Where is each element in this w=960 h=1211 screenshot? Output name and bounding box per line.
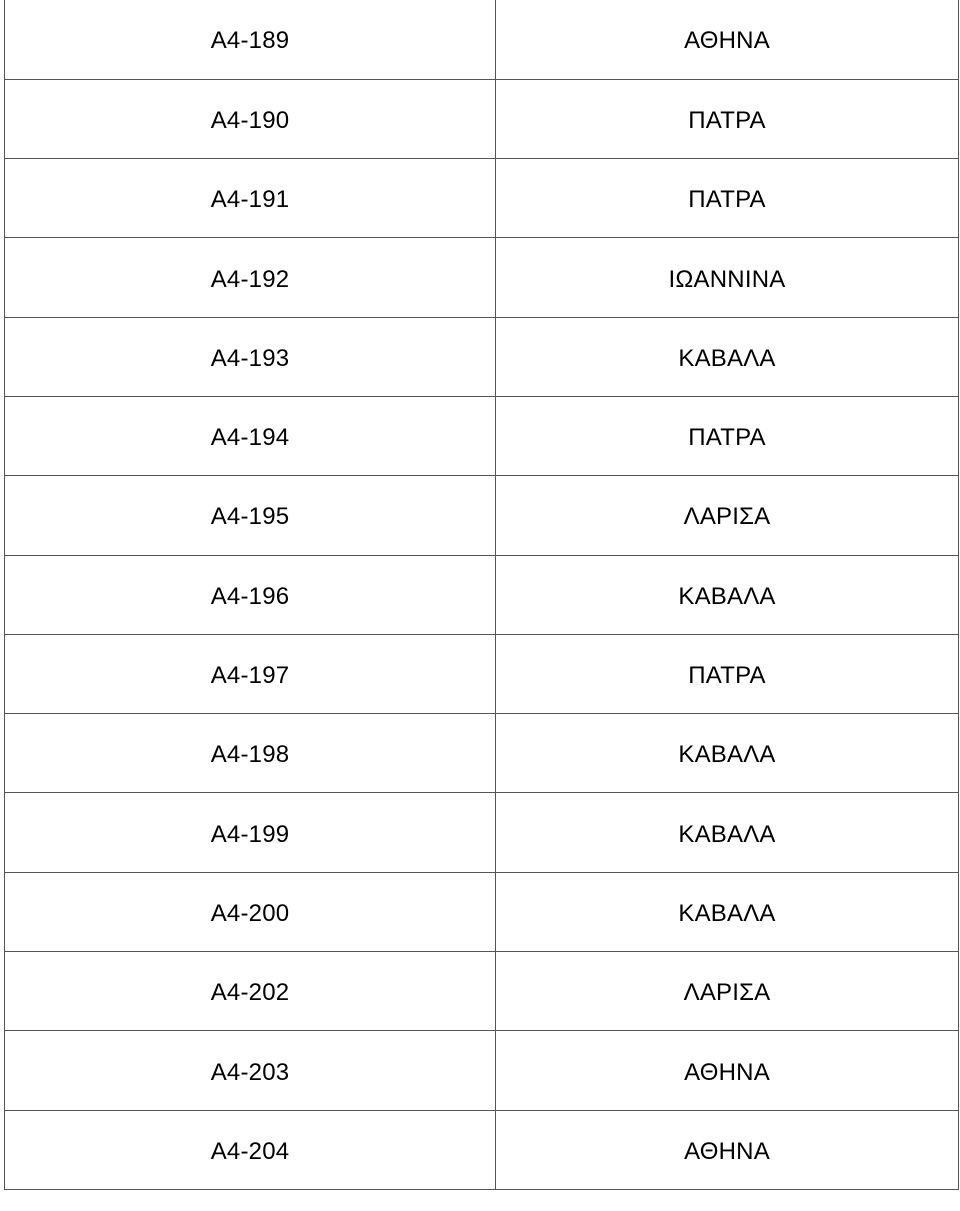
table-row (5, 872, 959, 951)
code-text: A4-199 (210, 820, 290, 848)
code-text: A4-196 (210, 582, 290, 610)
city-cell (496, 1031, 959, 1110)
code-cell (5, 476, 496, 555)
city-text: ΑΘΗΝΑ (684, 1058, 770, 1086)
table-row (5, 396, 959, 475)
code-cell (5, 317, 496, 396)
code-text: A4-189 (210, 27, 290, 55)
code-cell (5, 714, 496, 793)
city-text: ΚΑΒΑΛΑ (678, 582, 776, 610)
code-text: A4-204 (210, 1137, 290, 1165)
city-text: ΠΑΤΡΑ (688, 186, 766, 214)
city-cell (496, 793, 959, 872)
city-text: ΛΑΡΙΣΑ (683, 503, 771, 531)
city-cell (496, 634, 959, 713)
code-text: A4-190 (210, 106, 290, 134)
code-text: A4-202 (210, 979, 290, 1007)
code-cell (5, 793, 496, 872)
table-row (5, 1031, 959, 1110)
city-cell (496, 714, 959, 793)
table-row (5, 317, 959, 396)
city-cell (496, 872, 959, 951)
code-text: A4-192 (210, 265, 290, 293)
table-row (5, 0, 959, 79)
table-row (5, 79, 959, 158)
city-text: ΙΩΑΝΝΙΝΑ (668, 265, 786, 293)
code-cell (5, 634, 496, 713)
code-text: A4-197 (210, 662, 290, 690)
code-cell (5, 396, 496, 475)
table-row (5, 238, 959, 317)
code-cell (5, 952, 496, 1031)
table-row (5, 159, 959, 238)
code-cell (5, 159, 496, 238)
code-text: A4-194 (210, 424, 290, 452)
table-row (5, 555, 959, 634)
city-cell (496, 396, 959, 475)
code-cell (5, 1110, 496, 1189)
code-text: A4-198 (210, 741, 290, 769)
code-text: A4-200 (210, 899, 290, 927)
table-row (5, 952, 959, 1031)
code-cell (5, 1031, 496, 1110)
city-cell (496, 79, 959, 158)
table-row (5, 714, 959, 793)
table-row (5, 793, 959, 872)
table-body (5, 0, 959, 1189)
city-text: ΑΘΗΝΑ (684, 27, 770, 55)
code-cell (5, 0, 496, 79)
city-cell (496, 0, 959, 79)
city-text: ΠΑΤΡΑ (688, 106, 766, 134)
city-text: ΚΑΒΑΛΑ (678, 741, 776, 769)
code-text: A4-195 (210, 503, 290, 531)
city-text: ΛΑΡΙΣΑ (683, 979, 771, 1007)
code-text: A4-193 (210, 344, 290, 372)
city-text: ΠΑΤΡΑ (688, 662, 766, 690)
code-cell (5, 79, 496, 158)
city-text: ΚΑΒΑΛΑ (678, 899, 776, 927)
city-text: ΑΘΗΝΑ (684, 1137, 770, 1165)
table-row (5, 1110, 959, 1189)
city-text: ΚΑΒΑΛΑ (678, 344, 776, 372)
city-cell (496, 159, 959, 238)
table-row (5, 476, 959, 555)
code-text: A4-191 (210, 186, 290, 214)
code-city-table (4, 0, 959, 1190)
city-cell (496, 238, 959, 317)
city-cell (496, 476, 959, 555)
code-cell (5, 555, 496, 634)
code-cell (5, 872, 496, 951)
city-cell (496, 1110, 959, 1189)
code-cell (5, 238, 496, 317)
city-cell (496, 555, 959, 634)
code-text: A4-203 (210, 1058, 290, 1086)
city-cell (496, 317, 959, 396)
city-cell (496, 952, 959, 1031)
city-text: ΚΑΒΑΛΑ (678, 820, 776, 848)
table-row (5, 634, 959, 713)
city-text: ΠΑΤΡΑ (688, 424, 766, 452)
